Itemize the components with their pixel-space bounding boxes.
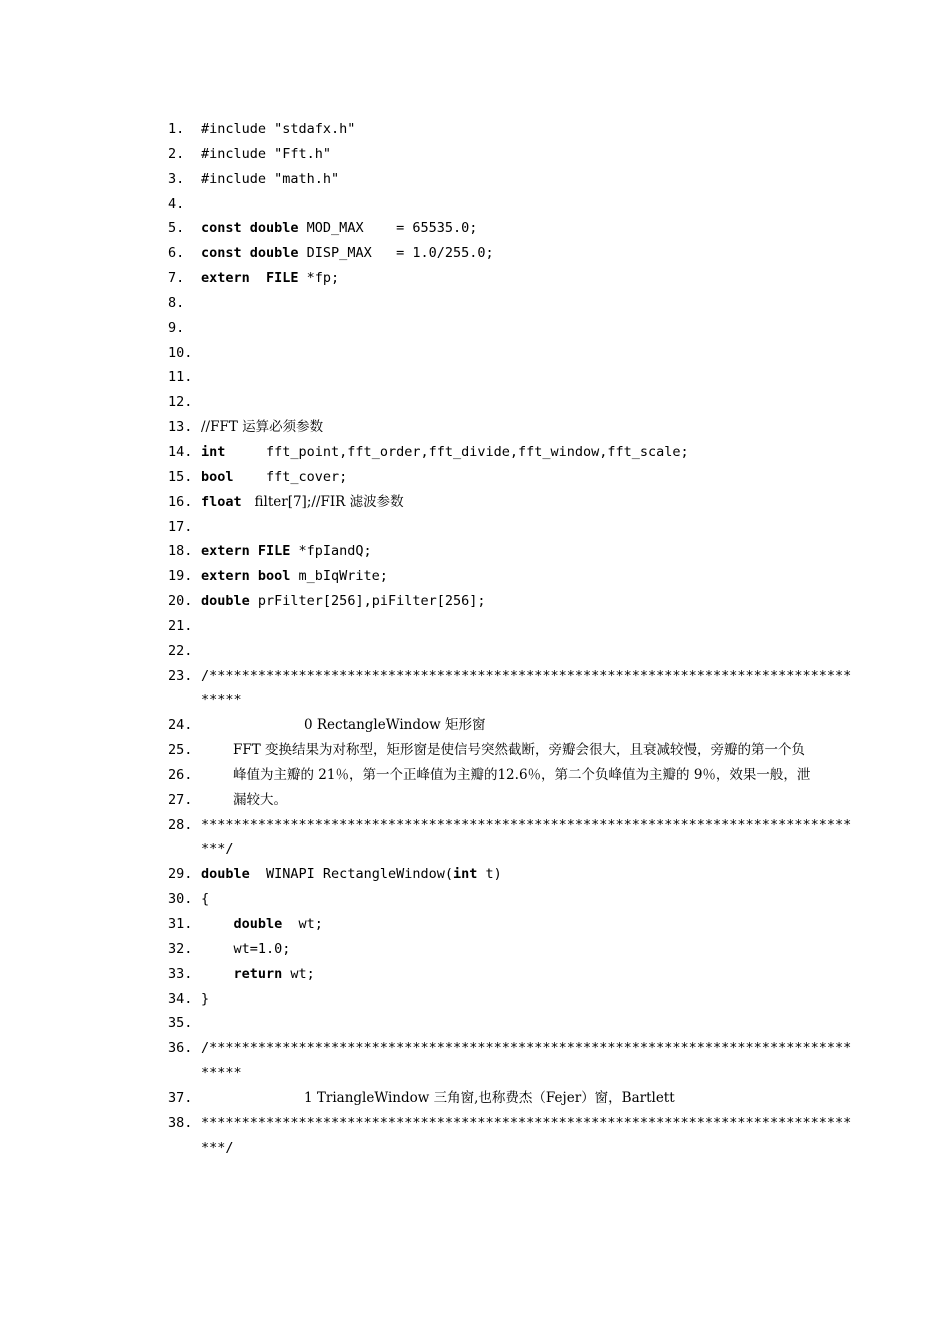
code-text: t): [477, 866, 502, 883]
line-content: [201, 937, 856, 962]
code-text: ***********************************************************************************/: [201, 1114, 852, 1156]
line-number: 36.: [168, 1040, 193, 1057]
line-number: 19.: [168, 568, 193, 585]
code-line: [168, 341, 858, 366]
code-line: [168, 564, 858, 589]
line-content: [201, 1111, 856, 1161]
code-text: #include "Fft.h": [201, 145, 332, 162]
code-line: [168, 241, 858, 266]
code-line: [168, 614, 858, 639]
line-number: 33.: [168, 965, 193, 982]
line-number: 7.: [168, 270, 185, 287]
code-line: [168, 862, 858, 887]
line-number: 31.: [168, 916, 193, 932]
code-line: [168, 291, 858, 316]
line-content: [201, 490, 856, 515]
line-content: [201, 266, 856, 291]
code-line: [168, 117, 858, 142]
line-content: [201, 763, 888, 788]
code-keyword: extern FILE: [201, 270, 299, 287]
line-number: 34.: [168, 990, 193, 1007]
code-keyword: int: [201, 443, 226, 460]
code-text: wt=1.0;: [201, 940, 291, 957]
line-number: 28.: [168, 816, 193, 833]
line-number: 5.: [168, 220, 185, 237]
code-text: filter[7];//FIR 滤波参数: [241, 493, 404, 510]
code-listing: [168, 117, 858, 1160]
line-number: 30.: [168, 891, 193, 908]
line-number: 2.: [168, 145, 185, 162]
line-number: 37.: [168, 1089, 193, 1106]
line-number: 21.: [168, 617, 193, 634]
code-text: 0 RectangleWindow 矩形窗: [201, 717, 486, 734]
code-text: fft_point,fft_order,fft_divide,fft_window,fft_scale;: [225, 443, 689, 460]
code-line: [168, 713, 858, 738]
line-number: 22.: [168, 642, 193, 659]
code-text: FFT 变换结果为对称型，矩形窗是使信号突然截断，旁瓣会很大，且衰减较慢，旁瓣的第一个负: [233, 742, 806, 759]
line-number: 20.: [168, 593, 193, 610]
code-line: [168, 1011, 858, 1036]
line-number: 12.: [168, 394, 193, 411]
line-content: [201, 117, 856, 142]
line-content: [201, 912, 856, 937]
line-content: [201, 1086, 856, 1111]
code-text: {: [201, 891, 210, 908]
code-line: [168, 738, 858, 763]
line-number: 14.: [168, 443, 193, 460]
code-keyword: float: [201, 493, 242, 510]
line-content: [201, 962, 856, 987]
line-content: [201, 564, 856, 589]
line-content: [201, 887, 856, 912]
code-line: [168, 887, 858, 912]
code-text: 峰值为主瓣的 21％，第一个正峰值为主瓣的12.6％，第二个负峰值为主瓣的 9％，效果一般，泄: [233, 766, 811, 783]
line-content: [201, 415, 856, 440]
line-content: [201, 1036, 856, 1086]
line-number: 4.: [168, 195, 185, 212]
line-number: 29.: [168, 866, 193, 883]
code-line: [168, 390, 858, 415]
code-keyword: double: [233, 916, 283, 932]
line-number: 23.: [168, 667, 193, 684]
code-line: [168, 639, 858, 664]
code-text: 漏较大。: [233, 791, 287, 808]
line-number: 16.: [168, 493, 193, 510]
line-number: 26.: [168, 766, 193, 783]
line-content: [201, 813, 856, 863]
code-keyword: int: [452, 866, 478, 883]
code-line: [168, 316, 858, 341]
code-text: #include "stdafx.h": [201, 121, 356, 137]
code-text: [201, 966, 234, 982]
code-text: wt;: [282, 965, 315, 982]
code-line: [168, 266, 858, 291]
line-number: 11.: [168, 369, 193, 386]
line-number: 6.: [168, 245, 185, 262]
line-content: [201, 862, 856, 887]
line-content: [201, 788, 888, 813]
code-text: wt;: [282, 916, 323, 932]
code-text: *fpIandQ;: [290, 543, 372, 560]
code-line: [168, 142, 858, 167]
code-line: [168, 365, 858, 390]
line-number: 13.: [168, 419, 193, 436]
line-content: [201, 241, 856, 266]
code-keyword: double: [201, 866, 250, 883]
line-number: 25.: [168, 742, 193, 759]
code-text: m_bIqWrite;: [290, 568, 388, 585]
code-text: prFilter[256],piFilter[256];: [249, 593, 486, 610]
code-text: WINAPI RectangleWindow(: [249, 866, 453, 883]
code-line: [168, 763, 858, 788]
line-content: [201, 664, 856, 714]
code-line: [168, 440, 858, 465]
code-keyword: return: [233, 965, 283, 982]
line-content: [201, 167, 856, 192]
code-line: [168, 987, 858, 1012]
code-line: [168, 415, 858, 440]
code-line: [168, 813, 858, 863]
line-number: 27.: [168, 791, 193, 808]
code-line: [168, 912, 858, 937]
code-text: [201, 916, 234, 932]
code-line: [168, 515, 858, 540]
code-keyword: bool: [201, 468, 234, 485]
code-text: /************************************************************************************: [201, 1040, 852, 1082]
line-content: [201, 589, 856, 614]
line-number: 35.: [168, 1015, 193, 1032]
line-number: 17.: [168, 518, 193, 535]
line-number: 38.: [168, 1114, 193, 1131]
code-line: [168, 589, 858, 614]
code-text: //FFT 运算必须参数: [201, 419, 324, 436]
code-keyword: extern bool: [201, 568, 291, 585]
line-number: 1.: [168, 121, 185, 137]
line-content: [201, 216, 856, 241]
line-number: 10.: [168, 344, 193, 361]
code-line: [168, 465, 858, 490]
code-text: *fp;: [298, 270, 340, 287]
code-line: [168, 216, 858, 241]
line-number: 9.: [168, 319, 185, 336]
code-text: ***********************************************************************************/: [201, 816, 852, 858]
code-text: DISP_MAX = 1.0/255.0;: [298, 245, 494, 262]
code-keyword: const double: [201, 220, 299, 237]
line-content: [201, 440, 856, 465]
line-content: [201, 465, 856, 490]
code-text: /************************************************************************************: [201, 667, 852, 709]
code-line: [168, 937, 858, 962]
line-content: [201, 987, 856, 1012]
line-number: 32.: [168, 940, 193, 957]
code-text: }: [201, 990, 210, 1007]
code-text: 1 TriangleWindow 三角窗,也称费杰（Fejer）窗，Bartlett: [201, 1089, 675, 1106]
line-number: 8.: [168, 294, 185, 311]
code-line: [168, 539, 858, 564]
line-number: 15.: [168, 468, 193, 485]
code-line: [168, 1036, 858, 1086]
code-line: [168, 962, 858, 987]
code-keyword: extern FILE: [201, 543, 291, 560]
code-text: MOD_MAX = 65535.0;: [298, 220, 478, 237]
line-content: [201, 539, 856, 564]
code-line: [168, 490, 858, 515]
code-line: [168, 167, 858, 192]
code-line: [168, 1086, 858, 1111]
line-content: [201, 713, 856, 738]
line-content: [201, 738, 888, 763]
code-line: [168, 192, 858, 217]
line-number: 3.: [168, 170, 185, 187]
line-number: 18.: [168, 543, 193, 560]
code-line: [168, 1111, 858, 1161]
line-content: [201, 142, 856, 167]
code-line: [168, 664, 858, 714]
code-text: #include "math.h": [201, 170, 340, 187]
code-keyword: const double: [201, 245, 299, 262]
line-number: 24.: [168, 717, 193, 734]
code-line: [168, 788, 858, 813]
code-keyword: double: [201, 593, 250, 610]
code-text: fft_cover;: [233, 468, 348, 485]
